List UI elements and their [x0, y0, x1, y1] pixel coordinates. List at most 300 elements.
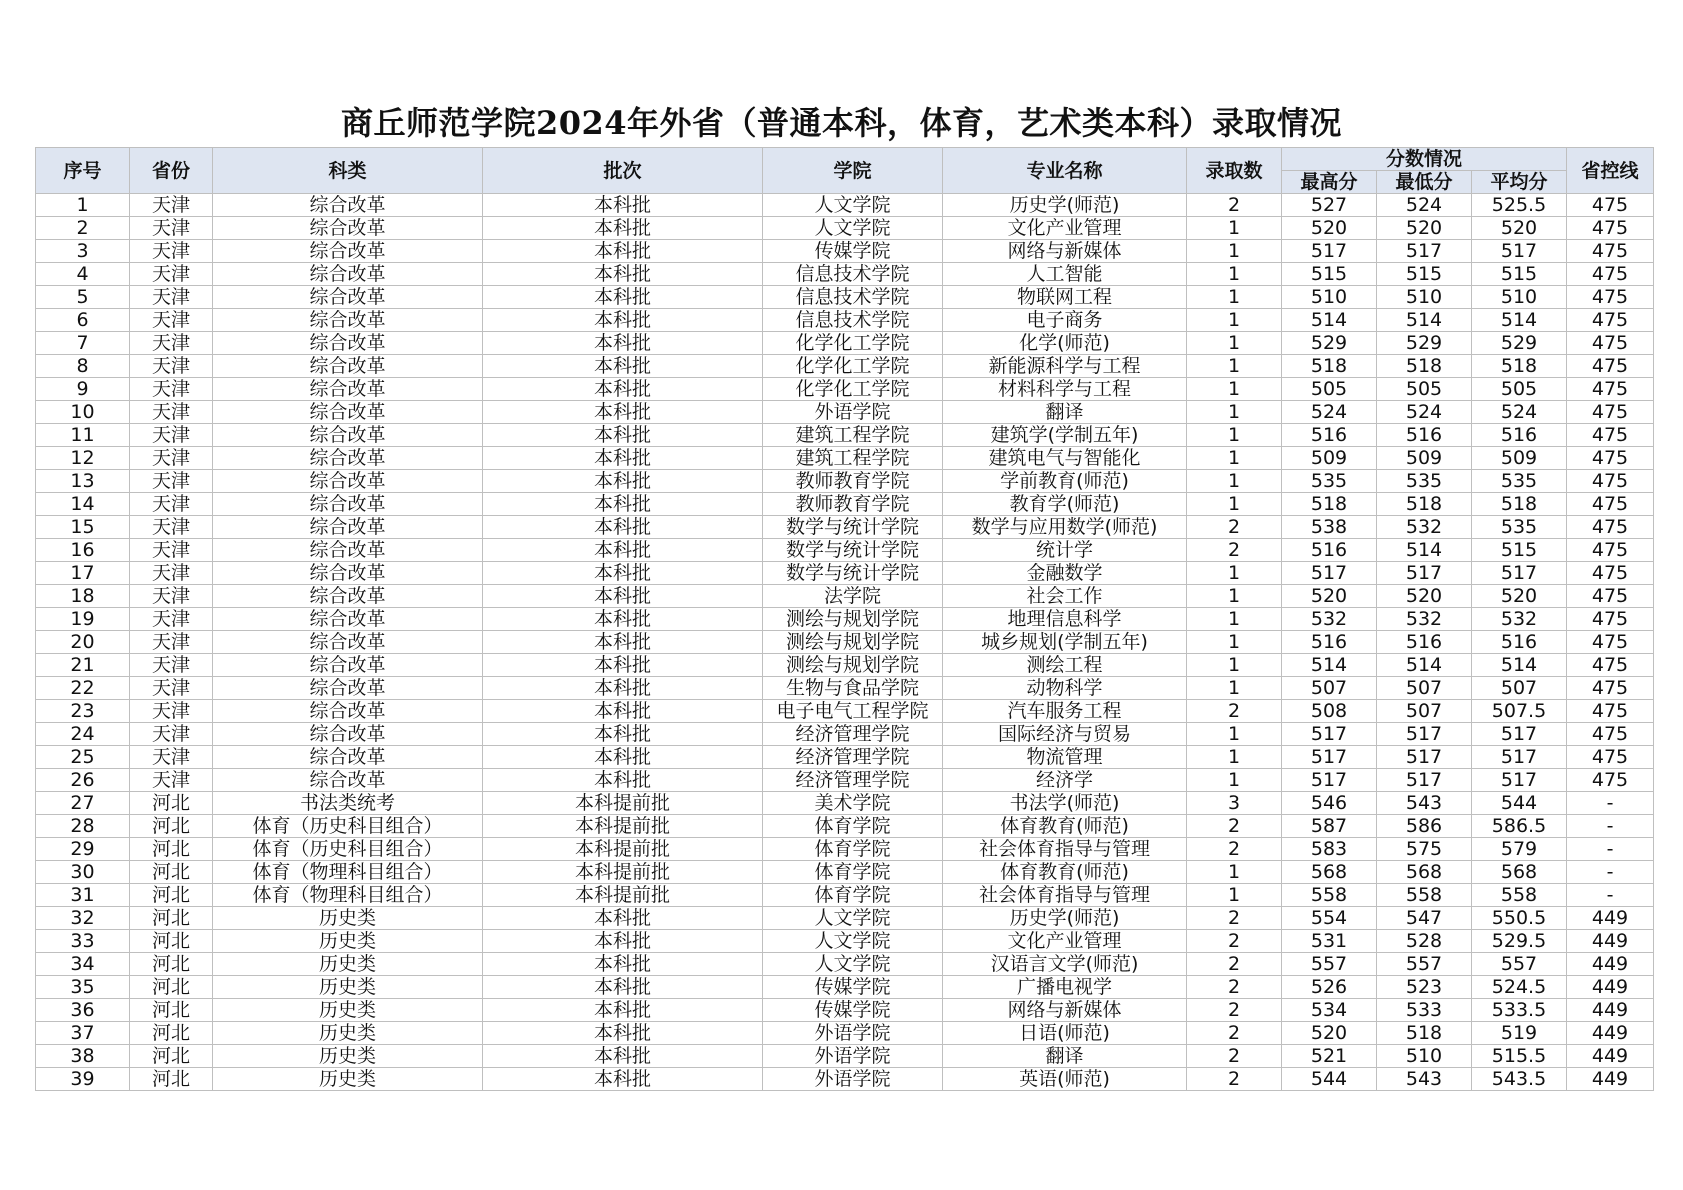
cell-batch: 本科提前批	[483, 792, 763, 815]
cell-min-score: 514	[1377, 654, 1472, 677]
cell-seq: 39	[36, 1068, 130, 1091]
cell-seq: 3	[36, 240, 130, 263]
header-min-score: 最低分	[1377, 171, 1472, 194]
cell-seq: 2	[36, 217, 130, 240]
cell-province: 河北	[130, 815, 213, 838]
cell-seq: 30	[36, 861, 130, 884]
cell-min-score: 518	[1377, 355, 1472, 378]
cell-admitted: 1	[1187, 769, 1282, 792]
cell-max-score: 557	[1282, 953, 1377, 976]
cell-major: 汉语言文学(师范)	[943, 953, 1187, 976]
header-avg-score: 平均分	[1472, 171, 1567, 194]
cell-avg-score: 557	[1472, 953, 1567, 976]
table-row	[36, 562, 1654, 585]
cell-max-score: 538	[1282, 516, 1377, 539]
cell-major: 日语(师范)	[943, 1022, 1187, 1045]
cell-batch: 本科批	[483, 631, 763, 654]
cell-college: 人文学院	[763, 907, 943, 930]
table-row	[36, 263, 1654, 286]
cell-province: 天津	[130, 516, 213, 539]
cell-category: 历史类	[213, 1022, 483, 1045]
table-row	[36, 401, 1654, 424]
cell-province: 天津	[130, 401, 213, 424]
cell-province: 天津	[130, 723, 213, 746]
cell-min-score: 524	[1377, 194, 1472, 217]
table-row	[36, 378, 1654, 401]
cell-admitted: 2	[1187, 907, 1282, 930]
cell-batch: 本科批	[483, 1022, 763, 1045]
cell-max-score: 507	[1282, 677, 1377, 700]
table-row	[36, 930, 1654, 953]
cell-max-score: 515	[1282, 263, 1377, 286]
cell-avg-score: 510	[1472, 286, 1567, 309]
cell-avg-score: 524	[1472, 401, 1567, 424]
cell-batch: 本科提前批	[483, 815, 763, 838]
cell-college: 法学院	[763, 585, 943, 608]
cell-province: 天津	[130, 562, 213, 585]
cell-max-score: 518	[1282, 493, 1377, 516]
cell-province: 天津	[130, 677, 213, 700]
cell-seq: 24	[36, 723, 130, 746]
table-row	[36, 700, 1654, 723]
cell-major: 地理信息科学	[943, 608, 1187, 631]
cell-admitted: 1	[1187, 746, 1282, 769]
cell-province: 河北	[130, 999, 213, 1022]
table-row	[36, 907, 1654, 930]
cell-major: 社会工作	[943, 585, 1187, 608]
cell-batch: 本科批	[483, 976, 763, 999]
cell-admitted: 1	[1187, 493, 1282, 516]
cell-province: 河北	[130, 792, 213, 815]
cell-min-score: 505	[1377, 378, 1472, 401]
cell-control-line: 475	[1567, 631, 1654, 654]
cell-batch: 本科批	[483, 493, 763, 516]
cell-admitted: 1	[1187, 424, 1282, 447]
cell-province: 天津	[130, 447, 213, 470]
cell-college: 人文学院	[763, 930, 943, 953]
cell-province: 天津	[130, 769, 213, 792]
header-admitted: 录取数	[1187, 148, 1282, 194]
cell-college: 信息技术学院	[763, 286, 943, 309]
cell-category: 综合改革	[213, 700, 483, 723]
table-row	[36, 953, 1654, 976]
cell-avg-score: 535	[1472, 516, 1567, 539]
cell-max-score: 514	[1282, 309, 1377, 332]
cell-control-line: 449	[1567, 1068, 1654, 1091]
cell-max-score: 520	[1282, 585, 1377, 608]
cell-batch: 本科批	[483, 746, 763, 769]
cell-control-line: -	[1567, 792, 1654, 815]
cell-avg-score: 524.5	[1472, 976, 1567, 999]
cell-avg-score: 514	[1472, 309, 1567, 332]
cell-category: 综合改革	[213, 194, 483, 217]
cell-max-score: 587	[1282, 815, 1377, 838]
cell-admitted: 1	[1187, 263, 1282, 286]
cell-avg-score: 517	[1472, 562, 1567, 585]
header-category: 科类	[213, 148, 483, 194]
cell-seq: 27	[36, 792, 130, 815]
cell-avg-score: 579	[1472, 838, 1567, 861]
cell-batch: 本科批	[483, 516, 763, 539]
cell-category: 综合改革	[213, 631, 483, 654]
cell-min-score: 509	[1377, 447, 1472, 470]
cell-min-score: 516	[1377, 631, 1472, 654]
cell-max-score: 554	[1282, 907, 1377, 930]
cell-province: 天津	[130, 424, 213, 447]
cell-control-line: 475	[1567, 677, 1654, 700]
cell-seq: 16	[36, 539, 130, 562]
table-row	[36, 240, 1654, 263]
cell-province: 天津	[130, 263, 213, 286]
cell-avg-score: 529.5	[1472, 930, 1567, 953]
cell-batch: 本科批	[483, 585, 763, 608]
cell-category: 综合改革	[213, 424, 483, 447]
cell-major: 人工智能	[943, 263, 1187, 286]
table-row	[36, 792, 1654, 815]
cell-major: 历史学(师范)	[943, 194, 1187, 217]
cell-major: 网络与新媒体	[943, 999, 1187, 1022]
cell-category: 历史类	[213, 976, 483, 999]
cell-min-score: 575	[1377, 838, 1472, 861]
cell-min-score: 507	[1377, 700, 1472, 723]
cell-min-score: 532	[1377, 516, 1472, 539]
cell-max-score: 517	[1282, 746, 1377, 769]
cell-major: 教育学(师范)	[943, 493, 1187, 516]
cell-batch: 本科批	[483, 240, 763, 263]
cell-category: 历史类	[213, 999, 483, 1022]
cell-avg-score: 532	[1472, 608, 1567, 631]
cell-category: 综合改革	[213, 769, 483, 792]
cell-major: 物流管理	[943, 746, 1187, 769]
cell-admitted: 2	[1187, 194, 1282, 217]
cell-control-line: 449	[1567, 930, 1654, 953]
cell-province: 天津	[130, 700, 213, 723]
cell-college: 体育学院	[763, 884, 943, 907]
cell-admitted: 2	[1187, 539, 1282, 562]
cell-college: 信息技术学院	[763, 263, 943, 286]
cell-control-line: 475	[1567, 263, 1654, 286]
cell-avg-score: 520	[1472, 585, 1567, 608]
table-row	[36, 424, 1654, 447]
cell-category: 综合改革	[213, 746, 483, 769]
cell-admitted: 1	[1187, 217, 1282, 240]
cell-min-score: 514	[1377, 309, 1472, 332]
table-row	[36, 585, 1654, 608]
cell-major: 数学与应用数学(师范)	[943, 516, 1187, 539]
table-body	[36, 194, 1654, 1091]
header-batch: 批次	[483, 148, 763, 194]
cell-province: 天津	[130, 378, 213, 401]
cell-min-score: 510	[1377, 1045, 1472, 1068]
cell-avg-score: 514	[1472, 654, 1567, 677]
cell-province: 河北	[130, 861, 213, 884]
cell-category: 体育（历史科目组合）	[213, 838, 483, 861]
cell-min-score: 532	[1377, 608, 1472, 631]
cell-control-line: 475	[1567, 539, 1654, 562]
cell-seq: 1	[36, 194, 130, 217]
cell-major: 书法学(师范)	[943, 792, 1187, 815]
cell-max-score: 568	[1282, 861, 1377, 884]
cell-avg-score: 507.5	[1472, 700, 1567, 723]
cell-seq: 23	[36, 700, 130, 723]
cell-admitted: 1	[1187, 608, 1282, 631]
cell-college: 经济管理学院	[763, 746, 943, 769]
table-row	[36, 493, 1654, 516]
cell-province: 河北	[130, 1022, 213, 1045]
cell-college: 美术学院	[763, 792, 943, 815]
cell-seq: 38	[36, 1045, 130, 1068]
cell-college: 化学化工学院	[763, 355, 943, 378]
cell-min-score: 520	[1377, 585, 1472, 608]
cell-college: 教师教育学院	[763, 493, 943, 516]
cell-min-score: 517	[1377, 769, 1472, 792]
cell-min-score: 515	[1377, 263, 1472, 286]
cell-max-score: 516	[1282, 539, 1377, 562]
cell-max-score: 583	[1282, 838, 1377, 861]
cell-province: 河北	[130, 976, 213, 999]
cell-seq: 4	[36, 263, 130, 286]
cell-major: 体育教育(师范)	[943, 815, 1187, 838]
cell-major: 统计学	[943, 539, 1187, 562]
cell-category: 历史类	[213, 907, 483, 930]
cell-avg-score: 516	[1472, 631, 1567, 654]
cell-admitted: 2	[1187, 999, 1282, 1022]
cell-province: 天津	[130, 240, 213, 263]
cell-admitted: 1	[1187, 631, 1282, 654]
cell-province: 天津	[130, 355, 213, 378]
cell-category: 综合改革	[213, 539, 483, 562]
cell-batch: 本科批	[483, 539, 763, 562]
cell-admitted: 1	[1187, 286, 1282, 309]
cell-province: 天津	[130, 286, 213, 309]
table-row	[36, 286, 1654, 309]
cell-avg-score: 543.5	[1472, 1068, 1567, 1091]
cell-min-score: 543	[1377, 792, 1472, 815]
table-row	[36, 976, 1654, 999]
cell-max-score: 546	[1282, 792, 1377, 815]
cell-province: 天津	[130, 309, 213, 332]
cell-seq: 26	[36, 769, 130, 792]
cell-min-score: 523	[1377, 976, 1472, 999]
cell-max-score: 516	[1282, 424, 1377, 447]
cell-province: 天津	[130, 746, 213, 769]
cell-avg-score: 518	[1472, 355, 1567, 378]
cell-control-line: 475	[1567, 746, 1654, 769]
cell-province: 河北	[130, 1045, 213, 1068]
cell-category: 历史类	[213, 930, 483, 953]
cell-avg-score: 507	[1472, 677, 1567, 700]
cell-avg-score: 509	[1472, 447, 1567, 470]
cell-category: 体育（历史科目组合）	[213, 815, 483, 838]
cell-category: 历史类	[213, 953, 483, 976]
cell-batch: 本科批	[483, 1045, 763, 1068]
cell-min-score: 528	[1377, 930, 1472, 953]
cell-major: 新能源科学与工程	[943, 355, 1187, 378]
cell-control-line: 449	[1567, 953, 1654, 976]
cell-min-score: 568	[1377, 861, 1472, 884]
cell-max-score: 558	[1282, 884, 1377, 907]
cell-admitted: 1	[1187, 355, 1282, 378]
cell-province: 天津	[130, 194, 213, 217]
cell-college: 建筑工程学院	[763, 447, 943, 470]
table-row	[36, 309, 1654, 332]
cell-category: 综合改革	[213, 263, 483, 286]
cell-category: 综合改革	[213, 286, 483, 309]
cell-avg-score: 558	[1472, 884, 1567, 907]
cell-major: 英语(师范)	[943, 1068, 1187, 1091]
cell-control-line: 449	[1567, 1045, 1654, 1068]
cell-category: 综合改革	[213, 677, 483, 700]
cell-major: 物联网工程	[943, 286, 1187, 309]
cell-batch: 本科批	[483, 769, 763, 792]
cell-college: 外语学院	[763, 1068, 943, 1091]
cell-avg-score: 516	[1472, 424, 1567, 447]
cell-batch: 本科批	[483, 723, 763, 746]
cell-avg-score: 517	[1472, 240, 1567, 263]
header-major: 专业名称	[943, 148, 1187, 194]
cell-avg-score: 518	[1472, 493, 1567, 516]
cell-min-score: 524	[1377, 401, 1472, 424]
cell-avg-score: 586.5	[1472, 815, 1567, 838]
cell-province: 天津	[130, 631, 213, 654]
table-row	[36, 516, 1654, 539]
header-seq: 序号	[36, 148, 130, 194]
cell-control-line: -	[1567, 861, 1654, 884]
cell-major: 历史学(师范)	[943, 907, 1187, 930]
cell-seq: 32	[36, 907, 130, 930]
table-row	[36, 999, 1654, 1022]
cell-batch: 本科提前批	[483, 884, 763, 907]
header-row-top	[36, 148, 1654, 171]
cell-major: 学前教育(师范)	[943, 470, 1187, 493]
cell-province: 天津	[130, 217, 213, 240]
cell-min-score: 517	[1377, 723, 1472, 746]
cell-category: 历史类	[213, 1045, 483, 1068]
table-row	[36, 447, 1654, 470]
cell-max-score: 534	[1282, 999, 1377, 1022]
cell-province: 天津	[130, 493, 213, 516]
cell-max-score: 514	[1282, 654, 1377, 677]
cell-category: 综合改革	[213, 332, 483, 355]
cell-category: 综合改革	[213, 309, 483, 332]
cell-major: 文化产业管理	[943, 930, 1187, 953]
cell-major: 金融数学	[943, 562, 1187, 585]
cell-max-score: 508	[1282, 700, 1377, 723]
cell-batch: 本科批	[483, 309, 763, 332]
cell-batch: 本科批	[483, 332, 763, 355]
cell-batch: 本科批	[483, 677, 763, 700]
cell-major: 建筑电气与智能化	[943, 447, 1187, 470]
cell-min-score: 557	[1377, 953, 1472, 976]
cell-seq: 22	[36, 677, 130, 700]
cell-max-score: 521	[1282, 1045, 1377, 1068]
cell-batch: 本科批	[483, 217, 763, 240]
table-row	[36, 746, 1654, 769]
cell-min-score: 517	[1377, 746, 1472, 769]
cell-max-score: 509	[1282, 447, 1377, 470]
cell-min-score: 518	[1377, 493, 1472, 516]
cell-control-line: 449	[1567, 999, 1654, 1022]
cell-seq: 12	[36, 447, 130, 470]
cell-seq: 11	[36, 424, 130, 447]
cell-batch: 本科批	[483, 401, 763, 424]
cell-batch: 本科批	[483, 447, 763, 470]
cell-batch: 本科批	[483, 953, 763, 976]
cell-province: 河北	[130, 884, 213, 907]
cell-avg-score: 533.5	[1472, 999, 1567, 1022]
cell-seq: 20	[36, 631, 130, 654]
cell-category: 综合改革	[213, 585, 483, 608]
cell-min-score: 517	[1377, 240, 1472, 263]
cell-seq: 21	[36, 654, 130, 677]
cell-batch: 本科批	[483, 286, 763, 309]
cell-avg-score: 529	[1472, 332, 1567, 355]
cell-admitted: 2	[1187, 1068, 1282, 1091]
cell-control-line: 475	[1567, 401, 1654, 424]
table-row	[36, 654, 1654, 677]
cell-seq: 35	[36, 976, 130, 999]
cell-seq: 6	[36, 309, 130, 332]
cell-control-line: 449	[1567, 976, 1654, 999]
cell-control-line: 475	[1567, 562, 1654, 585]
cell-min-score: 507	[1377, 677, 1472, 700]
cell-control-line: 475	[1567, 585, 1654, 608]
header-province: 省份	[130, 148, 213, 194]
cell-min-score: 586	[1377, 815, 1472, 838]
header-control-line: 省控线	[1567, 148, 1654, 194]
cell-max-score: 527	[1282, 194, 1377, 217]
cell-major: 翻译	[943, 1045, 1187, 1068]
cell-category: 综合改革	[213, 654, 483, 677]
cell-admitted: 3	[1187, 792, 1282, 815]
cell-min-score: 529	[1377, 332, 1472, 355]
cell-major: 城乡规划(学制五年)	[943, 631, 1187, 654]
cell-category: 综合改革	[213, 516, 483, 539]
cell-category: 体育（物理科目组合）	[213, 884, 483, 907]
cell-max-score: 526	[1282, 976, 1377, 999]
cell-category: 体育（物理科目组合）	[213, 861, 483, 884]
cell-max-score: 516	[1282, 631, 1377, 654]
cell-control-line: 475	[1567, 608, 1654, 631]
cell-avg-score: 515	[1472, 539, 1567, 562]
cell-seq: 37	[36, 1022, 130, 1045]
cell-min-score: 533	[1377, 999, 1472, 1022]
cell-category: 综合改革	[213, 240, 483, 263]
cell-admitted: 1	[1187, 309, 1282, 332]
cell-category: 综合改革	[213, 355, 483, 378]
cell-batch: 本科批	[483, 194, 763, 217]
cell-seq: 31	[36, 884, 130, 907]
cell-avg-score: 525.5	[1472, 194, 1567, 217]
cell-admitted: 2	[1187, 930, 1282, 953]
cell-admitted: 2	[1187, 516, 1282, 539]
cell-max-score: 532	[1282, 608, 1377, 631]
cell-avg-score: 505	[1472, 378, 1567, 401]
cell-major: 汽车服务工程	[943, 700, 1187, 723]
cell-control-line: -	[1567, 815, 1654, 838]
cell-control-line: 475	[1567, 723, 1654, 746]
cell-seq: 9	[36, 378, 130, 401]
cell-major: 体育教育(师范)	[943, 861, 1187, 884]
cell-control-line: 475	[1567, 700, 1654, 723]
cell-seq: 10	[36, 401, 130, 424]
cell-major: 翻译	[943, 401, 1187, 424]
cell-admitted: 1	[1187, 585, 1282, 608]
cell-category: 综合改革	[213, 562, 483, 585]
cell-batch: 本科提前批	[483, 861, 763, 884]
table-row	[36, 194, 1654, 217]
cell-control-line: 475	[1567, 447, 1654, 470]
